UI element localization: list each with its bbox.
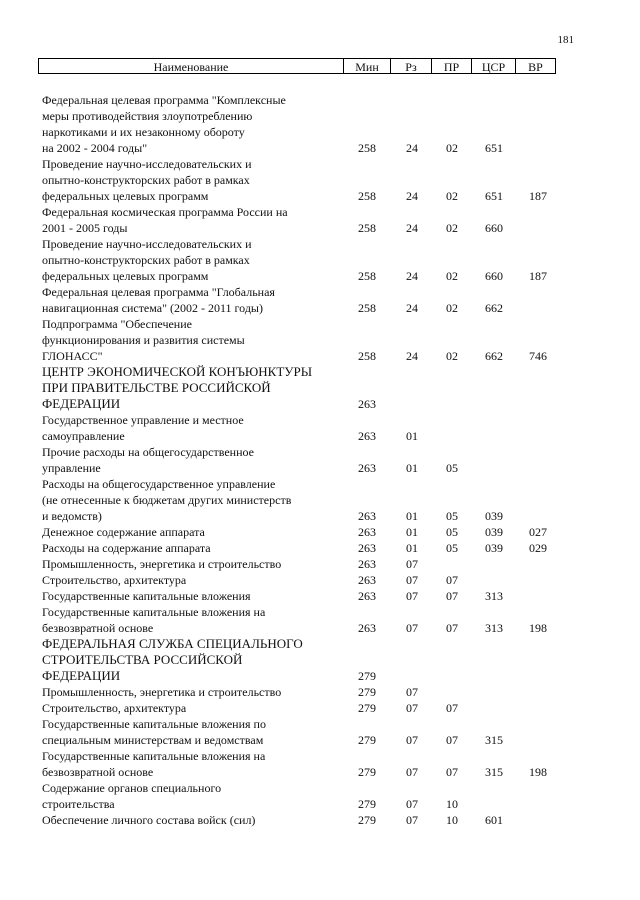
table-row	[42, 476, 562, 524]
cell-min: 279	[358, 797, 376, 811]
cell-pr: 02	[446, 189, 458, 203]
table-row	[42, 588, 562, 604]
table-row	[42, 412, 562, 444]
cell-vr: 746	[529, 349, 547, 363]
table-row	[42, 92, 562, 156]
cell-min: 263	[358, 621, 376, 635]
cell-pr: 05	[446, 461, 458, 475]
cell-rz: 01	[406, 429, 418, 443]
cell-rz: 01	[406, 541, 418, 555]
table-row	[42, 236, 562, 284]
cell-min: 258	[358, 189, 376, 203]
cell-min: 258	[358, 349, 376, 363]
column-header-min: Мин	[343, 59, 390, 73]
cell-min: 263	[358, 541, 376, 555]
cell-name: Расходы на общегосударственное управление (не отнесенные к бюджетам других министерств и ведомств)	[42, 477, 292, 523]
cell-rz: 24	[406, 301, 418, 315]
cell-csr: 039	[485, 509, 503, 523]
cell-min: 263	[358, 397, 376, 411]
cell-csr: 651	[485, 189, 503, 203]
cell-pr: 07	[446, 589, 458, 603]
cell-rz: 24	[406, 189, 418, 203]
cell-name: Промышленность, энергетика и строительство	[42, 685, 282, 699]
cell-min: 279	[358, 701, 376, 715]
cell-min: 279	[358, 765, 376, 779]
table-row	[42, 316, 562, 364]
cell-min: 263	[358, 461, 376, 475]
cell-rz: 07	[406, 813, 418, 827]
cell-name: Промышленность, энергетика и строительство	[42, 557, 282, 571]
cell-csr: 660	[485, 269, 503, 283]
table-row	[42, 524, 562, 540]
cell-name: ФЕДЕРАЛЬНАЯ СЛУЖБА СПЕЦИАЛЬНОГО СТРОИТЕЛЬСТВА РОССИЙСКОЙ ФЕДЕРАЦИИ	[42, 636, 303, 683]
cell-csr: 315	[485, 765, 503, 779]
cell-min: 279	[358, 669, 376, 683]
cell-csr: 651	[485, 141, 503, 155]
table-row	[42, 540, 562, 556]
cell-pr: 07	[446, 701, 458, 715]
cell-name: Обеспечение личного состава войск (сил)	[42, 813, 256, 827]
cell-min: 263	[358, 589, 376, 603]
table-row	[42, 636, 562, 684]
column-header-csr: ЦСР	[471, 59, 515, 73]
cell-pr: 02	[446, 141, 458, 155]
column-header-vr: ВР	[515, 59, 555, 73]
column-header-rz: Рз	[390, 59, 431, 73]
column-header-pr: ПР	[431, 59, 471, 73]
cell-name: Проведение научно-исследовательских и опытно-конструкторских работ в рамках федеральных целевых программ	[42, 237, 252, 283]
cell-pr: 02	[446, 221, 458, 235]
table-row	[42, 284, 562, 316]
table-row	[42, 364, 562, 412]
cell-name: ЦЕНТР ЭКОНОМИЧЕСКОЙ КОНЪЮНКТУРЫ ПРИ ПРАВИТЕЛЬСТВЕ РОССИЙСКОЙ ФЕДЕРАЦИИ	[42, 364, 313, 411]
cell-min: 258	[358, 301, 376, 315]
table-row	[42, 748, 562, 780]
table-row	[42, 572, 562, 588]
cell-pr: 02	[446, 349, 458, 363]
table-row	[42, 204, 562, 236]
table-body	[42, 92, 562, 828]
cell-rz: 01	[406, 461, 418, 475]
cell-rz: 01	[406, 509, 418, 523]
cell-name: Проведение научно-исследовательских и опытно-конструкторских работ в рамках федеральных целевых программ	[42, 157, 252, 203]
cell-rz: 07	[406, 685, 418, 699]
cell-rz: 07	[406, 797, 418, 811]
cell-rz: 07	[406, 701, 418, 715]
cell-rz: 07	[406, 765, 418, 779]
cell-rz: 07	[406, 621, 418, 635]
cell-name: Содержание органов специального строительства	[42, 781, 222, 811]
cell-rz: 24	[406, 221, 418, 235]
cell-pr: 02	[446, 301, 458, 315]
cell-csr: 662	[485, 301, 503, 315]
cell-rz: 01	[406, 525, 418, 539]
cell-rz: 24	[406, 141, 418, 155]
cell-csr: 660	[485, 221, 503, 235]
cell-vr: 187	[529, 269, 547, 283]
cell-vr: 198	[529, 621, 547, 635]
cell-min: 263	[358, 525, 376, 539]
table-row	[42, 716, 562, 748]
cell-min: 279	[358, 733, 376, 747]
cell-name: Государственные капитальные вложения	[42, 589, 251, 603]
table-row	[42, 604, 562, 636]
cell-csr: 313	[485, 589, 503, 603]
cell-pr: 10	[446, 797, 458, 811]
cell-min: 263	[358, 573, 376, 587]
cell-pr: 07	[446, 621, 458, 635]
cell-min: 258	[358, 221, 376, 235]
cell-min: 263	[358, 557, 376, 571]
cell-rz: 07	[406, 557, 418, 571]
cell-min: 279	[358, 813, 376, 827]
cell-vr: 027	[529, 525, 547, 539]
cell-pr: 10	[446, 813, 458, 827]
cell-name: Подпрограмма "Обеспечение функционирования и развития системы ГЛОНАСС"	[42, 317, 245, 363]
cell-pr: 07	[446, 765, 458, 779]
cell-name: Строительство, архитектура	[42, 573, 187, 587]
table-row	[42, 556, 562, 572]
cell-name: Федеральная космическая программа России на 2001 - 2005 годы	[42, 205, 288, 235]
cell-name: Строительство, архитектура	[42, 701, 187, 715]
cell-csr: 601	[485, 813, 503, 827]
cell-csr: 313	[485, 621, 503, 635]
cell-pr: 05	[446, 541, 458, 555]
cell-min: 258	[358, 269, 376, 283]
table-row	[42, 700, 562, 716]
table-row	[42, 684, 562, 700]
cell-vr: 198	[529, 765, 547, 779]
cell-vr: 187	[529, 189, 547, 203]
table-row	[42, 812, 562, 828]
cell-name: Федеральная целевая программа "Комплексные меры противодействия злоупотреблению наркотиками и их незаконному обороту на 2002 - 2004 годы"	[42, 93, 286, 155]
cell-rz: 24	[406, 349, 418, 363]
cell-name: Государственное управление и местное самоуправление	[42, 413, 244, 443]
cell-csr: 662	[485, 349, 503, 363]
cell-min: 263	[358, 509, 376, 523]
cell-csr: 039	[485, 541, 503, 555]
table-row	[42, 156, 562, 204]
cell-name: Федеральная целевая программа "Глобальная навигационная система" (2002 - 2011 годы)	[42, 285, 275, 315]
cell-name: Расходы на содержание аппарата	[42, 541, 211, 555]
cell-name: Прочие расходы на общегосударственное управление	[42, 445, 254, 475]
column-header-name: Наименование	[153, 60, 229, 74]
table-header	[38, 58, 556, 74]
cell-rz: 07	[406, 573, 418, 587]
table-row	[42, 444, 562, 476]
cell-rz: 24	[406, 269, 418, 283]
cell-pr: 02	[446, 269, 458, 283]
cell-vr: 029	[529, 541, 547, 555]
cell-pr: 05	[446, 525, 458, 539]
cell-name: Денежное содержание аппарата	[42, 525, 205, 539]
cell-min: 279	[358, 685, 376, 699]
cell-name: Государственные капитальные вложения по специальным министерствам и ведомствам	[42, 717, 266, 747]
cell-pr: 07	[446, 733, 458, 747]
cell-name: Государственные капитальные вложения на безвозвратной основе	[42, 749, 266, 779]
cell-min: 263	[358, 429, 376, 443]
cell-rz: 07	[406, 589, 418, 603]
table-row	[42, 780, 562, 812]
cell-csr: 315	[485, 733, 503, 747]
cell-name: Государственные капитальные вложения на безвозвратной основе	[42, 605, 266, 635]
cell-rz: 07	[406, 733, 418, 747]
cell-csr: 039	[485, 525, 503, 539]
cell-pr: 07	[446, 573, 458, 587]
cell-pr: 05	[446, 509, 458, 523]
page-number: 181	[557, 34, 574, 46]
cell-min: 258	[358, 141, 376, 155]
